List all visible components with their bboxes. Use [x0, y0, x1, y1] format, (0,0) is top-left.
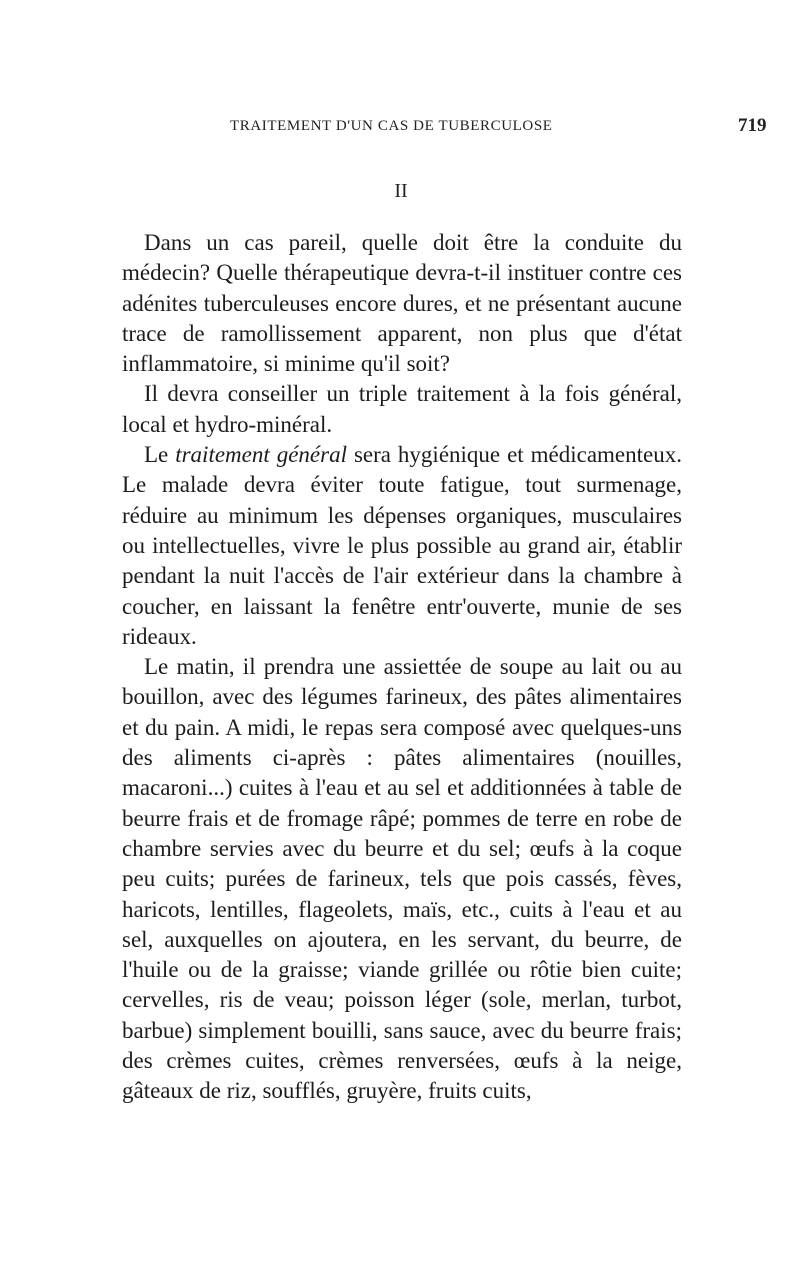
paragraph-3-prefix: Le — [144, 442, 176, 468]
paragraph-3-text: sera hygiénique et médicamenteux. Le malade devra éviter toute fatigue, tout surmenage, réduire au minimum les dépenses organiques, musculaires ou intellectuelles, vivre le plus possible au grand air, établir pendant la nuit l'accès de l'air extérieur dans la chambre à coucher, en laissant la fenêtre entr'ouverte, munie de ses rideaux. — [122, 442, 682, 649]
paragraph-3 — [122, 440, 682, 652]
running-title: TRAITEMENT D'UN CAS DE TUBERCULOSE — [230, 118, 553, 134]
paragraph-4: Le matin, il prendra une assiettée de soupe au lait ou au bouillon, avec des légumes farineux, des pâtes alimentaires et du pain. A midi, le repas sera composé avec quelques-uns des aliments ci-après : pâtes alimentaires (nouilles, macaroni...) cuites à l'eau et au sel et additionnées à table de beurre frais et de fromage râpé; pommes de terre en robe de chambre servies avec du beurre et du sel; œufs à la coque peu cuits; purées de farineux, tels que pois cassés, fèves, haricots, lentilles, flageolets, maïs, etc., cuits à l'eau et au sel, auxquelles on ajoutera, en les servant, du beurre, de l'huile ou de la graisse; viande grillée ou rôtie bien cuite; cervelles, ris de veau; poisson léger (sole, merlan, turbot, barbue) simplement bouilli, sans sauce, avec du beurre frais; des crèmes cuites, crèmes renversées, œufs à la neige, gâteaux de riz, soufflés, gruyère, fruits cuits, — [122, 654, 682, 1104]
paragraph-1: Dans un cas pareil, quelle doit être la conduite du médecin? Quelle thérapeutique devra-t-il instituer contre ces adénites tuberculeuses encore dures, et ne présentant aucune trace de ramollissement apparent, non plus que d'état inflammatoire, si minime qu'il soit? — [122, 230, 682, 377]
italic-term: traitement général — [175, 442, 347, 468]
body-text — [122, 228, 682, 1107]
page-number: 719 — [738, 115, 767, 136]
paragraph-2: Il devra conseiller un triple traitement à la fois général, local et hydro-minéral. — [122, 381, 682, 437]
section-number: II — [394, 180, 408, 202]
